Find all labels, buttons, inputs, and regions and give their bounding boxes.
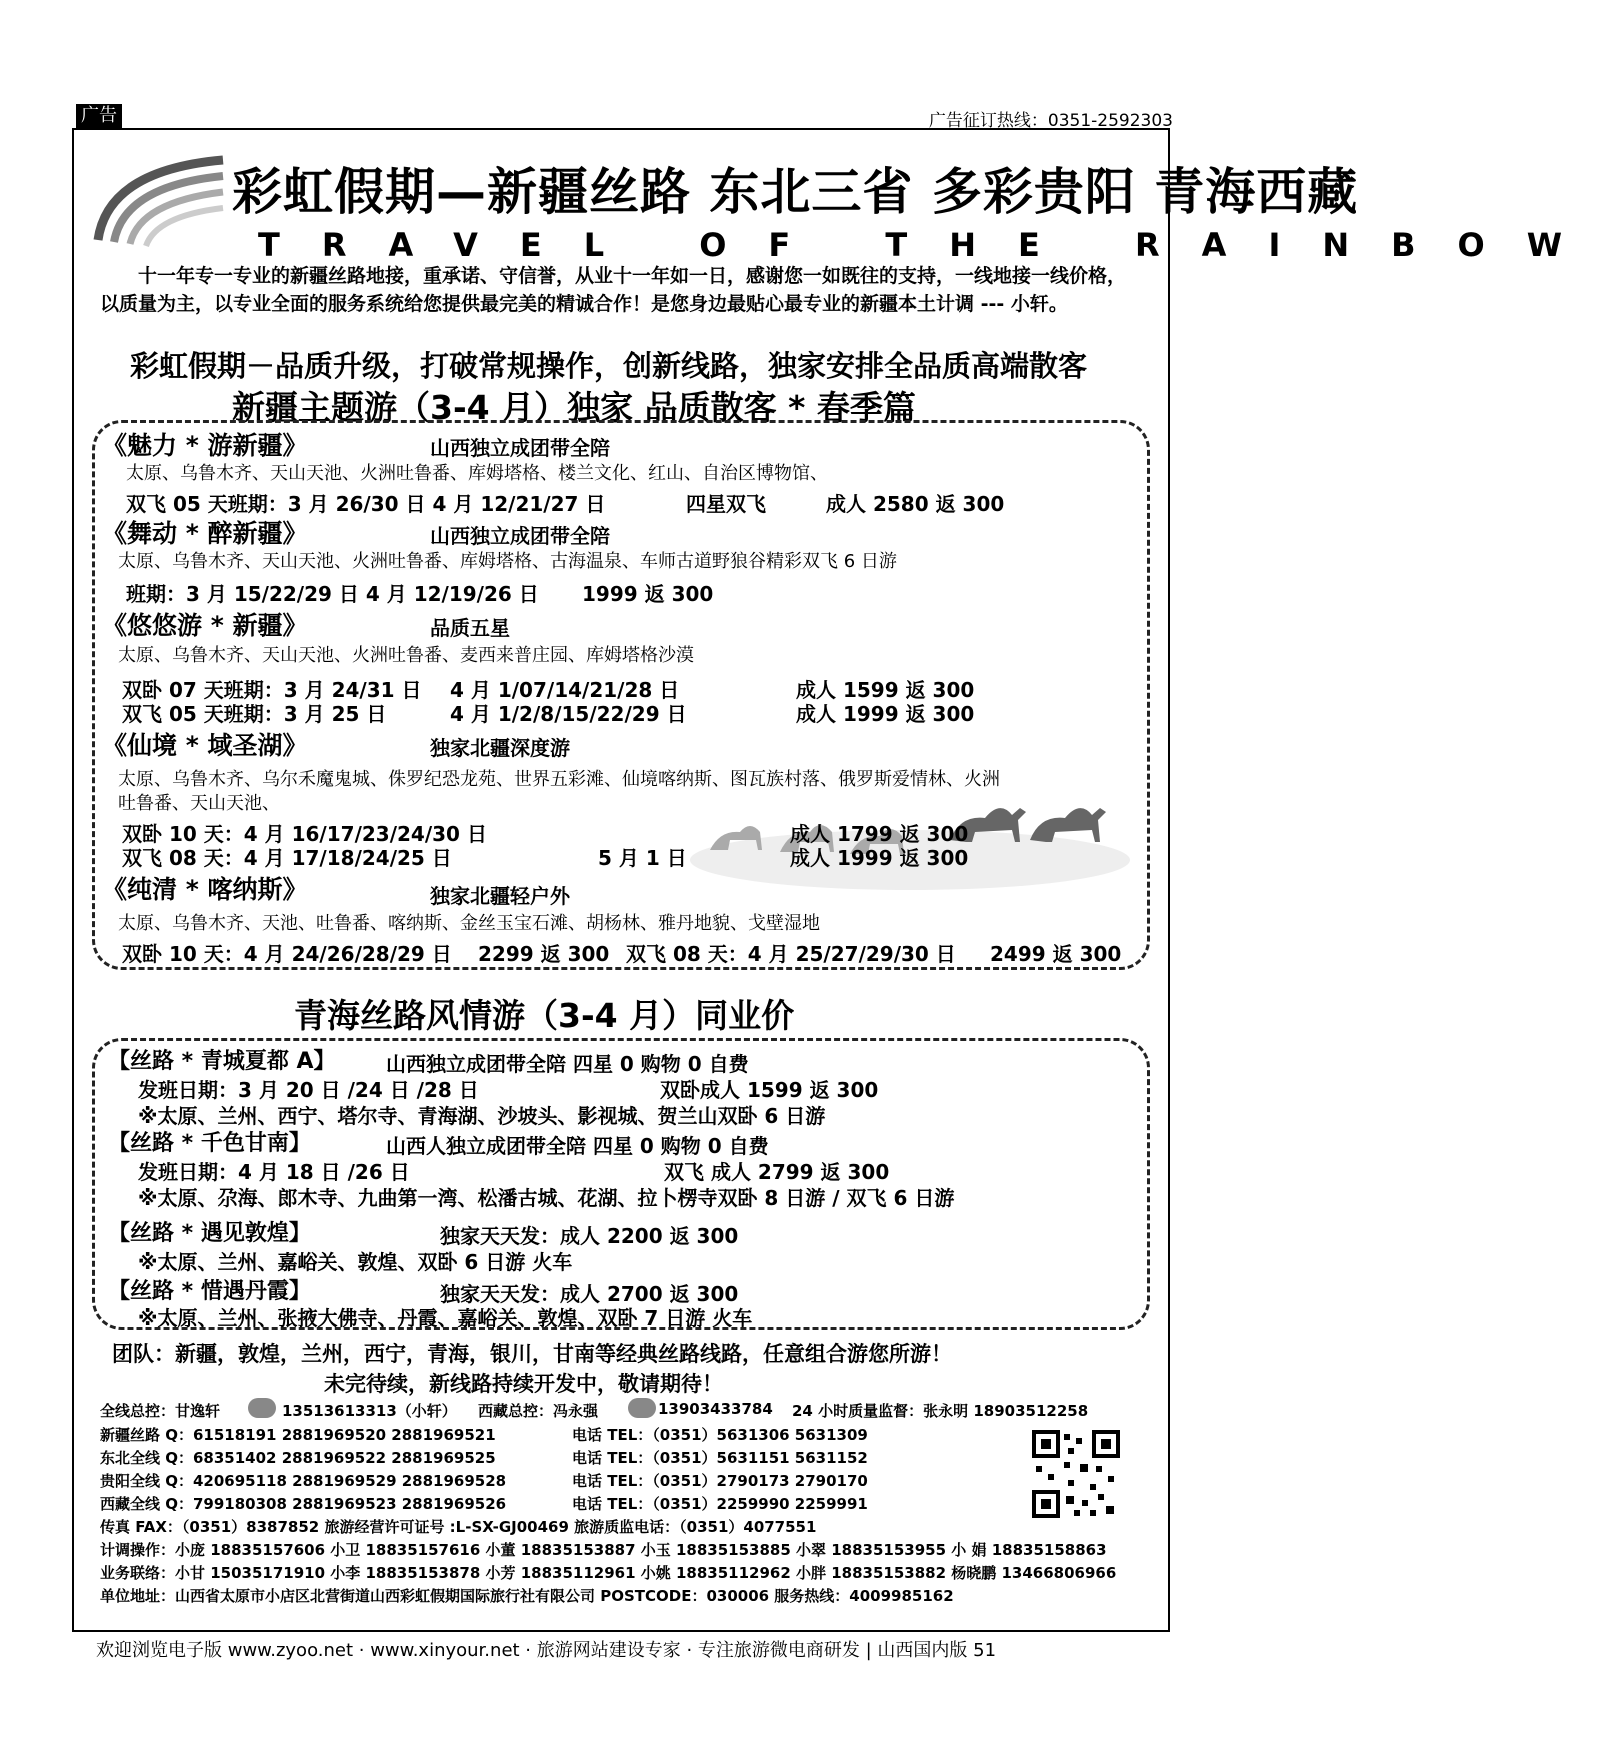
tour-route: 太原、乌鲁木齐、乌尔禾魔鬼城、侏罗纪恐龙苑、世界五彩滩、仙境喀纳斯、图瓦族村落、俄罗斯爱情林、火洲: [118, 769, 1000, 790]
tour-schedule-dates: 4 月 1/2/8/15/22/29 日: [450, 702, 687, 726]
qr-code-icon: [1030, 1428, 1122, 1520]
tour-name: 《悠悠游 * 新疆》: [102, 611, 308, 640]
tour-price: 成人 1999 返 300: [790, 846, 969, 870]
contact-text: 单位地址：山西省太原市小店区北营街道山西彩虹假期国际旅行社有限公司 POSTCODE：030006 服务热线：4009985162: [100, 1587, 954, 1605]
slogan: 彩虹假期－品质升级，打破常规操作，创新线路，独家安排全品质高端散客: [130, 349, 1088, 383]
contact-text: 24 小时质量监督：张永明 18903512258: [792, 1402, 1089, 1420]
wechat-icon: [248, 1398, 276, 1418]
contact-text: 13903433784: [658, 1400, 773, 1418]
tour-schedule: 双飞 05 天班期：3 月 26/30 日 4 月 12/21/27 日: [126, 492, 606, 516]
contact-text: 电话 TEL：（0351）2259990 2259991: [572, 1495, 868, 1513]
tour-schedule: 发班日期：3 月 20 日 /24 日 /28 日: [138, 1078, 479, 1102]
tour-price: 成人 1599 返 300: [796, 678, 975, 702]
tour-tag: 独家北疆轻户外: [430, 884, 570, 908]
tour-tag: 独家北疆深度游: [430, 736, 570, 760]
ad-hotline: 广告征订热线：0351-2592303: [928, 111, 1173, 131]
contact-text: 新疆丝路 Q：61518191 2881969520 2881969521: [100, 1426, 496, 1444]
tour-schedule: 班期：3 月 15/22/29 日 4 月 12/19/26 日: [126, 582, 539, 606]
tour-name: 【丝路 * 青城夏都 A】: [108, 1049, 336, 1074]
tour-tag: 山西独立成团带全陪: [430, 524, 610, 548]
tour-route: 太原、乌鲁木齐、天山天池、火洲吐鲁番、麦西来普庄园、库姆塔格沙漠: [118, 645, 694, 666]
ad-tag: 广告: [76, 104, 122, 128]
contact-text: 传真 FAX：（0351）8387852 旅游经营许可证号 :L-SX-GJ00469 旅游质监电话：（0351）4077551: [100, 1518, 817, 1536]
tour-price: 双飞 成人 2799 返 300: [664, 1160, 890, 1184]
xinjiang-section-title: 新疆主题游（3-4 月）独家 品质散客 * 春季篇: [232, 388, 916, 427]
tour-price: 2299 返 300: [478, 942, 610, 966]
tour-price: 2499 返 300: [990, 942, 1122, 966]
tour-price: 双卧成人 1599 返 300: [660, 1078, 879, 1102]
ad-title: 彩虹假期—新疆丝路 东北三省 多彩贵阳 青海西藏: [232, 163, 1359, 221]
tour-route: ※太原、兰州、张掖大佛寺、丹霞、嘉峪关、敦煌、双卧 7 日游 火车: [138, 1306, 753, 1330]
tour-schedule: 双飞 08 天：4 月 17/18/24/25 日: [122, 846, 452, 870]
tour-route: 太原、乌鲁木齐、天池、吐鲁番、喀纳斯、金丝玉宝石滩、胡杨林、雅丹地貌、戈壁湿地: [118, 913, 820, 934]
tour-name: 《仙境 * 域圣湖》: [102, 731, 308, 760]
qinghai-section-title: 青海丝路风情游（3-4 月）同业价: [294, 996, 795, 1035]
contact-text: 贵阳全线 Q：420695118 2881969529 2881969528: [100, 1472, 507, 1490]
tour-route: ※太原、兰州、嘉峪关、敦煌、双卧 6 日游 火车: [138, 1250, 573, 1274]
intro-paragraph: 十一年专一专业的新疆丝路地接，重承诺、守信誉，从业十一年如一日，感谢您一如既往的支持，一线地接一线价格，以质量为主，以专业全面的服务系统给您提供最完美的精诚合作！是您身边最贴心最专业的新疆本土计调 --- 小轩。: [100, 265, 1127, 315]
tour-schedule-dates: 4 月 1/07/14/21/28 日: [450, 678, 680, 702]
tour-price: 1999 返 300: [582, 582, 714, 606]
tour-schedule: 双卧 10 天：4 月 24/26/28/29 日: [122, 942, 452, 966]
tour-route: ※太原、兰州、西宁、塔尔寺、青海湖、沙坡头、影视城、贺兰山双卧 6 日游: [138, 1104, 826, 1128]
tour-route: 太原、乌鲁木齐、天山天池、火洲吐鲁番、库姆塔格、古海温泉、车师古道野狼谷精彩双飞 6 日游: [118, 551, 897, 572]
tour-schedule: 双飞 05 天班期：3 月 25 日: [122, 702, 387, 726]
tour-tag: 山西独立成团带全陪: [430, 436, 610, 460]
tour-name: 【丝路 * 惜遇丹霞】: [108, 1279, 311, 1304]
tour-route: ※太原、尕海、郎木寺、九曲第一湾、松潘古城、花湖、拉卜楞寺双卧 8 日游 / 双飞 6 日游: [138, 1186, 955, 1210]
tour-schedule: 双飞 08 天：4 月 25/27/29/30 日: [626, 942, 956, 966]
wechat-icon: [628, 1398, 656, 1418]
tour-name: 【丝路 * 遇见敦煌】: [108, 1221, 311, 1246]
tour-price: 成人 1999 返 300: [796, 702, 975, 726]
contact-text: 西藏全线 Q：799180308 2881969523 2881969526: [100, 1495, 507, 1513]
ad-subtitle: TRAVEL OF THE RAINBOW: [258, 226, 1604, 264]
tour-name: 【丝路 * 千色甘南】: [108, 1131, 311, 1156]
tour-route-cont: 吐鲁番、天山天池、: [118, 793, 280, 814]
page-footer: 欢迎浏览电子版 www.zyoo.net · www.xinyour.net · 旅游网站建设专家 · 专注旅游微电商研发 | 山西国内版 51: [96, 1640, 997, 1661]
tour-schedule: 双卧 07 天班期：3 月 24/31 日: [122, 678, 422, 702]
contact-text: 全线总控：甘逸轩: [100, 1402, 221, 1420]
tour-schedule: 双卧 10 天：4 月 16/17/23/24/30 日: [122, 822, 487, 846]
tour-price: 成人 1799 返 300: [790, 822, 969, 846]
contact-text: 东北全线 Q：68351402 2881969522 2881969525: [100, 1449, 496, 1467]
contact-text: 电话 TEL：（0351）5631151 5631152: [572, 1449, 868, 1467]
tour-schedule: 发班日期：4 月 18 日 /26 日: [138, 1160, 410, 1184]
contact-text: 计调操作：小庞 18835157606 小卫 18835157616 小董 18835153887 小玉 18835153885 小翠 18835153955 小 娟 18835158863: [100, 1541, 1107, 1559]
tour-tag: 品质五星: [430, 616, 510, 640]
contact-text: 13513613313（小轩）: [282, 1402, 457, 1420]
contact-text: 业务联络：小甘 15035171910 小李 18835153878 小芳 18835112961 小姚 18835112962 小胖 18835153882 杨晓鹏 13466806966: [100, 1564, 1117, 1582]
tour-name: 《舞动 * 醉新疆》: [102, 519, 308, 548]
tour-tag: 山西人独立成团带全陪 四星 0 购物 0 自费: [386, 1134, 769, 1158]
tour-price: 成人 2580 返 300: [826, 492, 1005, 516]
rainbow-logo-icon: [88, 150, 228, 250]
tour-price: 独家天天发：成人 2200 返 300: [440, 1224, 739, 1248]
tour-name: 《纯清 * 喀纳斯》: [102, 875, 308, 904]
tour-tag: 山西独立成团带全陪 四星 0 购物 0 自费: [386, 1052, 749, 1076]
contact-text: 电话 TEL：（0351）2790173 2790170: [572, 1472, 868, 1490]
to-be-continued: 未完待续，新线路持续开发中，敬请期待！: [324, 1372, 723, 1396]
tour-route: 太原、乌鲁木齐、天山天池、火洲吐鲁番、库姆塔格、楼兰文化、红山、自治区博物馆、: [126, 463, 828, 484]
contact-text: 电话 TEL：（0351）5631306 5631309: [572, 1426, 868, 1444]
team-notice: 团队：新疆，敦煌，兰州，西宁，青海，银川，甘南等经典丝路线路，任意组合游您所游！: [112, 1342, 952, 1366]
tour-schedule-dates: 5 月 1 日: [598, 846, 687, 870]
tour-price: 独家天天发：成人 2700 返 300: [440, 1282, 739, 1306]
tour-name: 《魅力 * 游新疆》: [102, 431, 308, 460]
contact-text: 西藏总控：冯永强: [478, 1402, 599, 1420]
tour-class: 四星双飞: [686, 492, 766, 516]
